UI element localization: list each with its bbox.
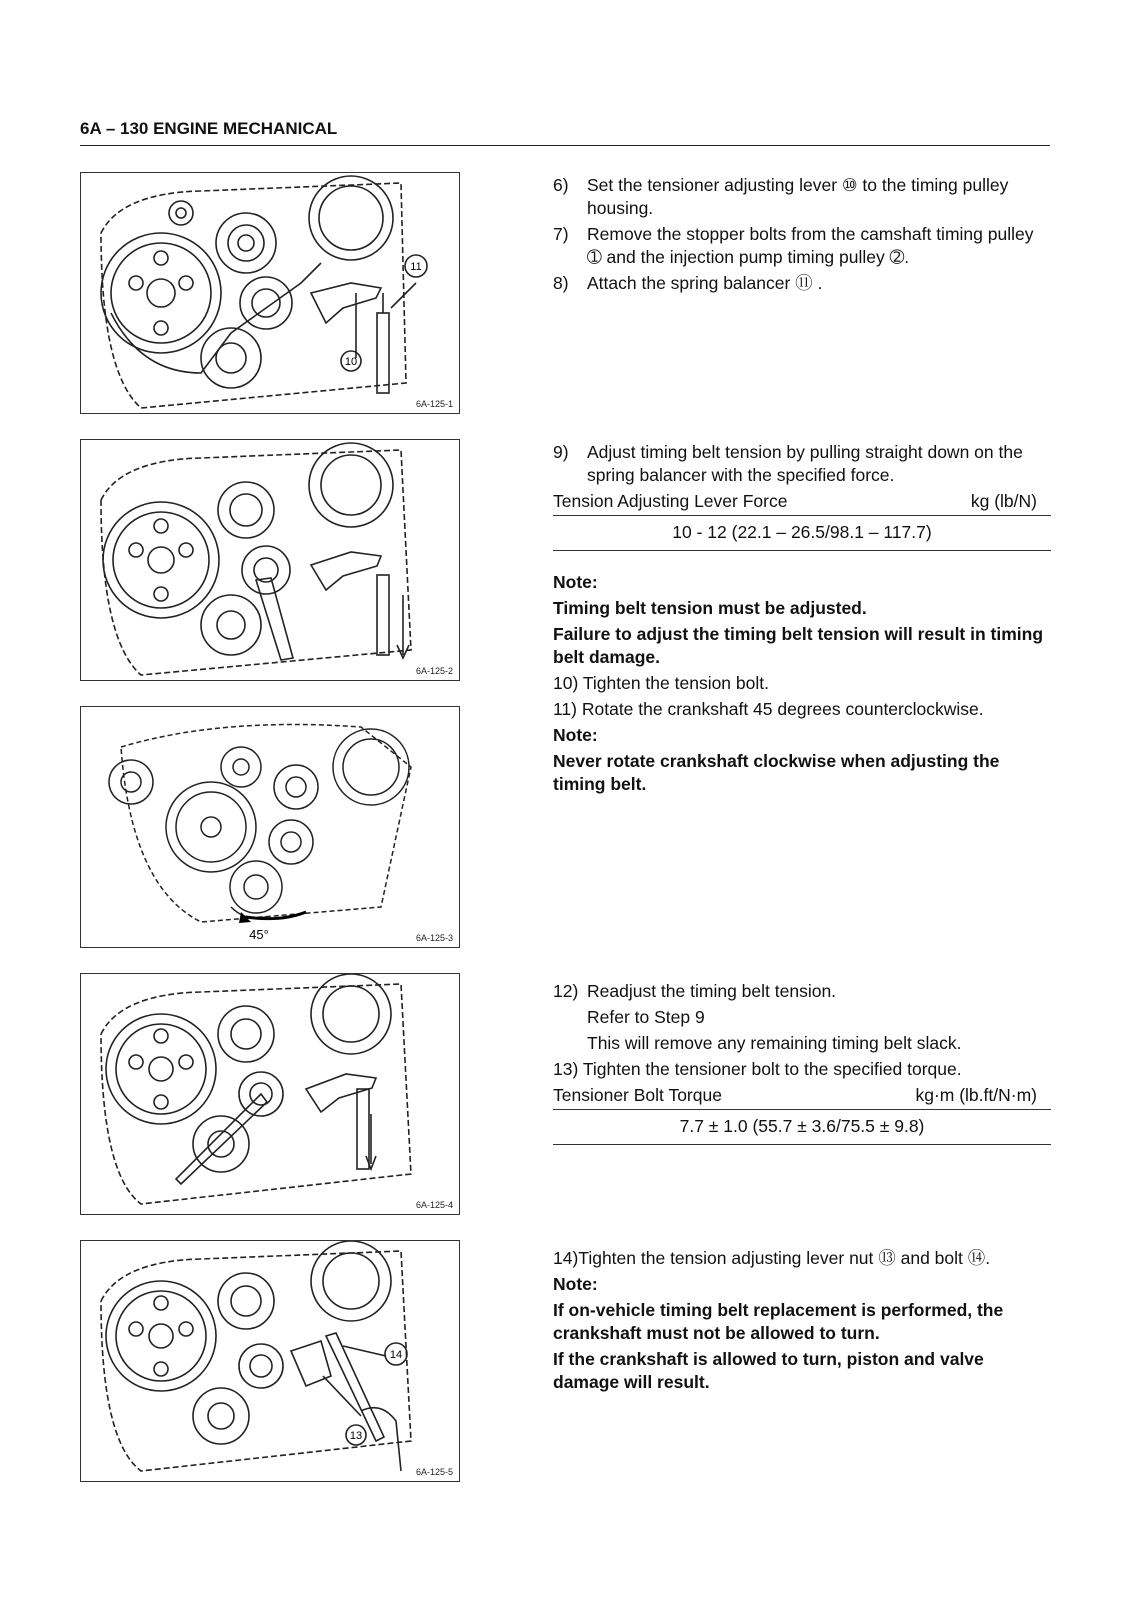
step-9: [553, 441, 1051, 487]
spec-header: [553, 1084, 1051, 1110]
steps-9-11: [553, 441, 1051, 799]
note-text: If on-vehicle timing belt replacement is performed, the crankshaft must not be allowed to turn.: [553, 1300, 1004, 1343]
note-label: Note:: [553, 1274, 598, 1294]
spec-value: 10 - 12 (22.1 – 26.5/98.1 – 117.7): [553, 516, 1051, 551]
figure-label: 6A-125-1: [415, 399, 453, 409]
callout-14: 14: [389, 1349, 403, 1361]
figure-label: 6A-125-3: [415, 933, 453, 943]
step-12-ref: Refer to Step 9: [587, 1007, 705, 1027]
engine-drawing-5: [81, 1241, 459, 1481]
spec-unit: kg·m (lb.ft/N·m): [915, 1085, 1037, 1105]
step-number: 12): [553, 981, 579, 1001]
step-6: [553, 174, 1051, 220]
figure-label: 6A-125-2: [415, 666, 453, 676]
spec-header: [553, 490, 1051, 516]
callout-11: 11: [410, 261, 422, 273]
steps-12-13: [553, 980, 1051, 1145]
step-13: 13) Tighten the tensioner bolt to the specified torque.: [553, 1059, 962, 1079]
step-text: Readjust the timing belt tension.: [587, 981, 837, 1001]
step-10: 10) Tighten the tension bolt.: [553, 673, 769, 693]
spec-unit: kg (lb/N): [970, 491, 1037, 511]
note-label: Note:: [553, 725, 598, 745]
step-12: [553, 980, 1051, 1003]
step-number: 6): [553, 175, 569, 195]
engine-drawing-4: [81, 974, 459, 1214]
figure-3: [80, 706, 460, 948]
step-number: 7): [553, 224, 569, 244]
figure-4: [80, 973, 460, 1215]
engine-drawing-1: [81, 173, 459, 413]
figure-label: 6A-125-4: [415, 1200, 453, 1210]
step-text: Adjust timing belt tension by pulling straight down on the spring balancer with the specified force.: [587, 442, 1023, 485]
step-12-detail: This will remove any remaining timing belt slack.: [587, 1033, 962, 1053]
step-11: 11) Rotate the crankshaft 45 degrees counterclockwise.: [553, 699, 984, 719]
step-text: Attach the spring balancer ⑪ .: [587, 273, 823, 293]
callout-13: 13: [349, 1430, 363, 1442]
step-14: 14)Tighten the tension adjusting lever nut ⑬ and bolt ⑭.: [553, 1248, 991, 1268]
step-number: 9): [553, 442, 569, 462]
steps-6-8: [553, 174, 1051, 298]
note-text: Failure to adjust the timing belt tension will result in timing belt damage.: [553, 624, 1044, 667]
step-7: [553, 223, 1051, 269]
spec-value: 7.7 ± 1.0 (55.7 ± 3.6/75.5 ± 9.8): [553, 1110, 1051, 1145]
spec-name: Tension Adjusting Lever Force: [553, 491, 788, 511]
callout-10: 10: [344, 356, 358, 368]
note-label: Note:: [553, 572, 598, 592]
note-text: Never rotate crankshaft clockwise when adjusting the timing belt.: [553, 751, 1000, 794]
figure-label: 6A-125-5: [415, 1467, 453, 1477]
step-8: [553, 272, 1051, 295]
engine-drawing-2: [81, 440, 459, 680]
spec-name: Tensioner Bolt Torque: [553, 1085, 722, 1105]
page-header: [80, 119, 1050, 146]
step-text: Remove the stopper bolts from the camshaft timing pulley ➀ and the injection pump timing pulley ➁.: [587, 224, 1034, 267]
engine-drawing-3: [81, 707, 459, 947]
step-text: Set the tensioner adjusting lever ⑩ to the timing pulley housing.: [587, 175, 1009, 218]
step-number: 8): [553, 273, 569, 293]
note-text: If the crankshaft is allowed to turn, piston and valve damage will result.: [553, 1349, 984, 1392]
figure-5: [80, 1240, 460, 1482]
angle-label: 45°: [249, 927, 269, 942]
figure-2: [80, 439, 460, 681]
page-title: 6A – 130 ENGINE MECHANICAL: [80, 119, 338, 138]
note-text: Timing belt tension must be adjusted.: [553, 598, 867, 618]
figure-1: [80, 172, 460, 414]
step-14-section: [553, 1247, 1051, 1397]
